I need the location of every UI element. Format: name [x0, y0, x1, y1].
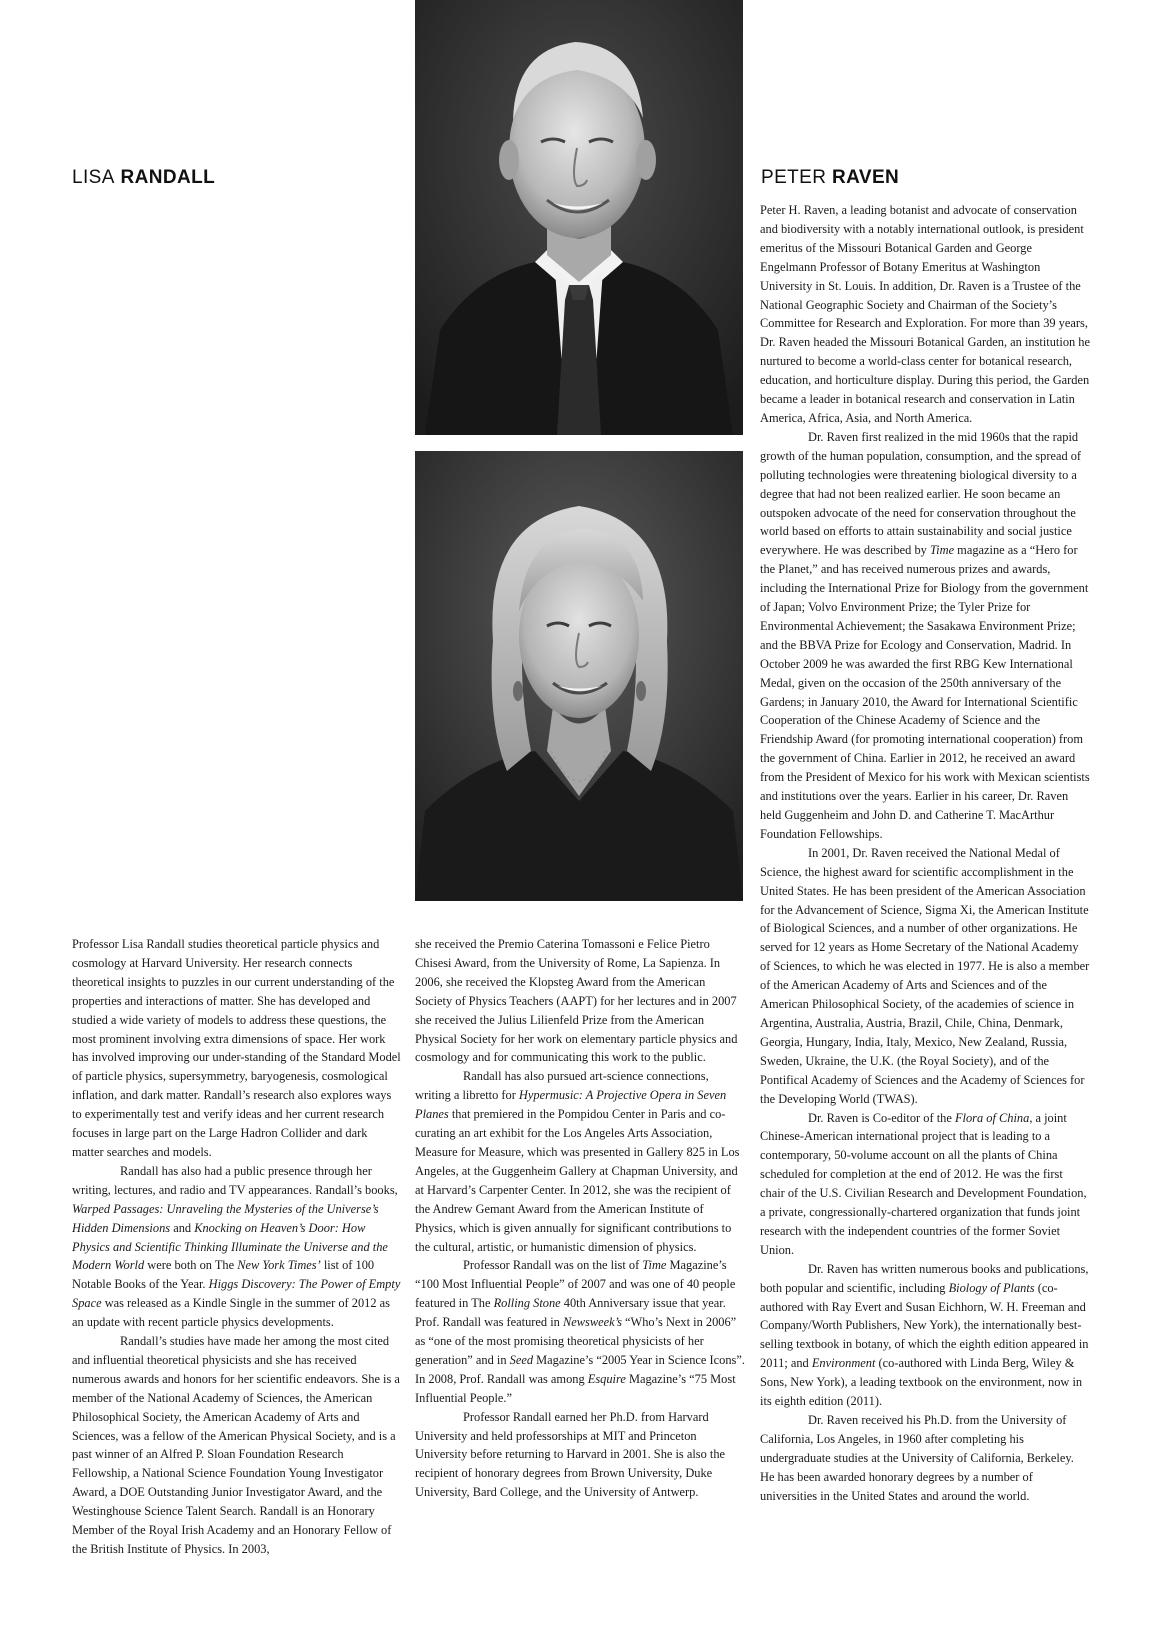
randall-bio-paragraph: Professor Randall was on the list of Time Magazine’s “100 Most Influential People” of 2007 and was one of 40 people featured in The Rolling Stone 40th Anniversary issue that year. Prof. Randall was featured in Newsweek’s “Who’s Next in 2006” as “one of the most promising theoretical physicists of her generation” and in Seed Magazine’s “2005 Year in Science Icons”. In 2008, Prof. Randall was among Esquire Magazine’s “75 Most Influential People.” [415, 1258, 745, 1405]
portrait-photo-lisa-randall [415, 451, 743, 901]
portrait-photo-icon [415, 451, 743, 901]
heading-peter-raven [761, 168, 899, 187]
portrait-photo-icon [415, 0, 743, 435]
raven-bio-paragraph: Peter H. Raven, a leading botanist and advocate of conservation and biodiversity with a notably international outlook, is president emeritus of the Missouri Botanical Garden and George Engelmann Professor of Botany Emeritus at Washington University in St. Louis. In addition, Dr. Raven is a Trustee of the National Geographic Society and Chairman of the Society’s Committee for Research and Exploration. For more than 39 years, Dr. Raven headed the Missouri Botanical Garden, an institution he nurtured to become a world-class center for botanical research, education, and horticulture display. During this period, the Garden became a leader in botanical research and conservation in Latin America, Africa, Asia, and North America. [760, 203, 1090, 425]
randall-bio-paragraph: Professor Lisa Randall studies theoretical particle physics and cosmology at Harvard University. Her research connects theoretical insights to puzzles in our current understanding of the properties and interactions of matter. She has developed and studied a wide variety of models to address these questions, the most prominent involving extra dimensions of space. Her work has involved improving our under-standing of the Standard Model of particle physics, supersymmetry, baryogenesis, cosmological inflation, and dark matter. Randall’s research also explores ways to experimentally test and verify ideas and her current research focuses in large part on the Large Hadron Collider and dark matter searches and models. [72, 937, 401, 1159]
heading-first-name: LISA [72, 167, 115, 188]
heading-last-name: RANDALL [120, 167, 216, 188]
heading-first-name: PETER [761, 167, 827, 188]
randall-bio-paragraph: Randall has also pursued art-science connections, writing a libretto for Hypermusic: A Projective Opera in Seven Planes that premiered in the Pompidou Center in Paris and co-curating an art exhibit for the Los Angeles Arts Association, Measure for Measure, which was presented in Gallery 825 in Los Angeles, at the Guggenheim Gallery at Chapman University, and at Harvard’s Carpenter Center. In 2012, she was the recipient of the Andrew Gemant Award from the American Institute of Physics, which is given annually for significant contributions to the cultural, artistic, or humanistic dimension of physics. [415, 1069, 740, 1254]
raven-bio-paragraph: In 2001, Dr. Raven received the National Medal of Science, the highest award for scientific accomplishment in the United States. He has been president of the American Association for the Advancement of Science, Sigma Xi, the American Institute of Biological Sciences, and a number of other organizations. He served for 12 years as Home Secretary of the National Academy of Sciences, to which he was elected in 1977. He is also a member of the American Academy of Arts and Sciences and of the American Philosophical Society, of the academies of science in Argentina, Australia, Austria, Brazil, Chile, China, Denmark, Georgia, Hungary, India, Italy, Mexico, New Zealand, Russia, Sweden, Ukraine, the U.K. (the Royal Society), and of the Pontifical Academy of Sciences and the Academy of Sciences for the Developing World (TWAS). [760, 845, 1090, 1106]
randall-bio-paragraph: she received the Premio Caterina Tomassoni e Felice Pietro Chisesi Award, from the University of Rome, La Sapienza. In 2006, she received the Klopsteg Award from the American Society of Physics Teachers (AAPT) for her lectures and in 2007 she received the Julius Lilienfeld Prize from the American Physical Society for her work on elementary particle physics and cosmology and for communicating this work to the public. [415, 937, 738, 1065]
heading-last-name: RAVEN [832, 167, 900, 188]
randall-bio-column-2 [415, 935, 745, 1502]
randall-bio-paragraph: Randall’s studies have made her among the most cited and influential theoretical physicists and she has received numerous awards and honors for her scientific endeavors. She is a member of the National Academy of Sciences, the American Philosophical Society, the American Academy of Arts and Sciences, was a fellow of the American Physical Society, and is a past winner of an Alfred P. Sloan Foundation Research Fellowship, a National Science Foundation Young Investigator Award, a DOE Outstanding Junior Investigator Award, and the Westinghouse Science Talent Search. Randall is an Honorary Member of the Royal Irish Academy and an Honorary Fellow of the British Institute of Physics. In 2003, [72, 1334, 400, 1556]
raven-bio-column [760, 201, 1090, 1506]
randall-bio-paragraph: Randall has also had a public presence through her writing, lectures, and radio and TV appearances. Randall’s books, Warped Passages: Unraveling the Mysteries of the Universe’s Hidden Dimensions and Knocking on Heaven’s Door: How Physics and Scientific Thinking Illuminate the Universe and the Modern World were both on The New York Times’ list of 100 Notable Books of the Year. Higgs Discovery: The Power of Empty Space was released as a Kindle Single in the summer of 2012 as an update with recent particle physics developments. [72, 1163, 401, 1330]
heading-lisa-randall [72, 168, 215, 187]
randall-bio-column-1 [72, 935, 402, 1559]
raven-bio-paragraph: Dr. Raven received his Ph.D. from the University of California, Los Angeles, in 1960 after completing his undergraduate studies at the University of California, Berkeley. He has been awarded honorary degrees by a number of universities in the United States and around the world. [760, 1413, 1074, 1503]
randall-bio-paragraph: Professor Randall earned her Ph.D. from Harvard University and held professorships at MIT and Princeton University before returning to Harvard in 2001. She is also the recipient of honorary degrees from Brown University, Duke University, Bard College, and the University of Antwerp. [415, 1409, 726, 1500]
raven-bio-paragraph: Dr. Raven is Co-editor of the Flora of China, a joint Chinese-American international project that is leading to a contemporary, 50-volume account on all the plants of China scheduled for completion at the end of 2012. He was the first chair of the U.S. Civilian Research and Development Foundation, a private, congressionally-chartered organization that funds joint research with the independent countries of the former Soviet Union. [760, 1110, 1087, 1257]
raven-bio-paragraph: Dr. Raven has written numerous books and publications, both popular and scientific, including Biology of Plants (co-authored with Ray Evert and Susan Eichhorn, W. H. Freeman and Company/Worth Publishers, New York), the internationally best-selling textbook in botany, of which the eighth edition appeared in 2011; and Environment (co-authored with Linda Berg, Wiley & Sons, New York), a leading textbook on the environment, now in its eighth edition (2011). [760, 1261, 1089, 1409]
portrait-photo-peter-raven [415, 0, 743, 435]
raven-bio-paragraph: Dr. Raven first realized in the mid 1960s that the rapid growth of the human population, consumption, and the spread of polluting technologies were threatening biological diversity to a degree that had not been realized earlier. He soon became an outspoken advocate of the need for conservation throughout the world based on efforts to attain sustainability and social justice everywhere. He was described by Time magazine as a “Hero for the Planet,” and has received numerous prizes and awards, including the International Prize for Biology from the government of Japan; Volvo Environment Prize; the Tyler Prize for Environmental Achievement; the Sasakawa Environment Prize; and the BBVA Prize for Ecology and Conservation, Madrid. In October 2009 he was awarded the first RBG Kew International Medal, given on the occasion of the 250th anniversary of the Gardens; in January 2010, the Award for International Scientific Cooperation of the Chinese Academy of Science and the Friendship Award (for promoting international cooperation) from the government of China. Earlier in 2012, he received an award from the President of Mexico for his work with Mexican scientists and institutions over the years. Earlier in his career, Dr. Raven held Guggenheim and John D. and Catherine T. MacArthur Foundation Fellowships. [760, 429, 1090, 841]
